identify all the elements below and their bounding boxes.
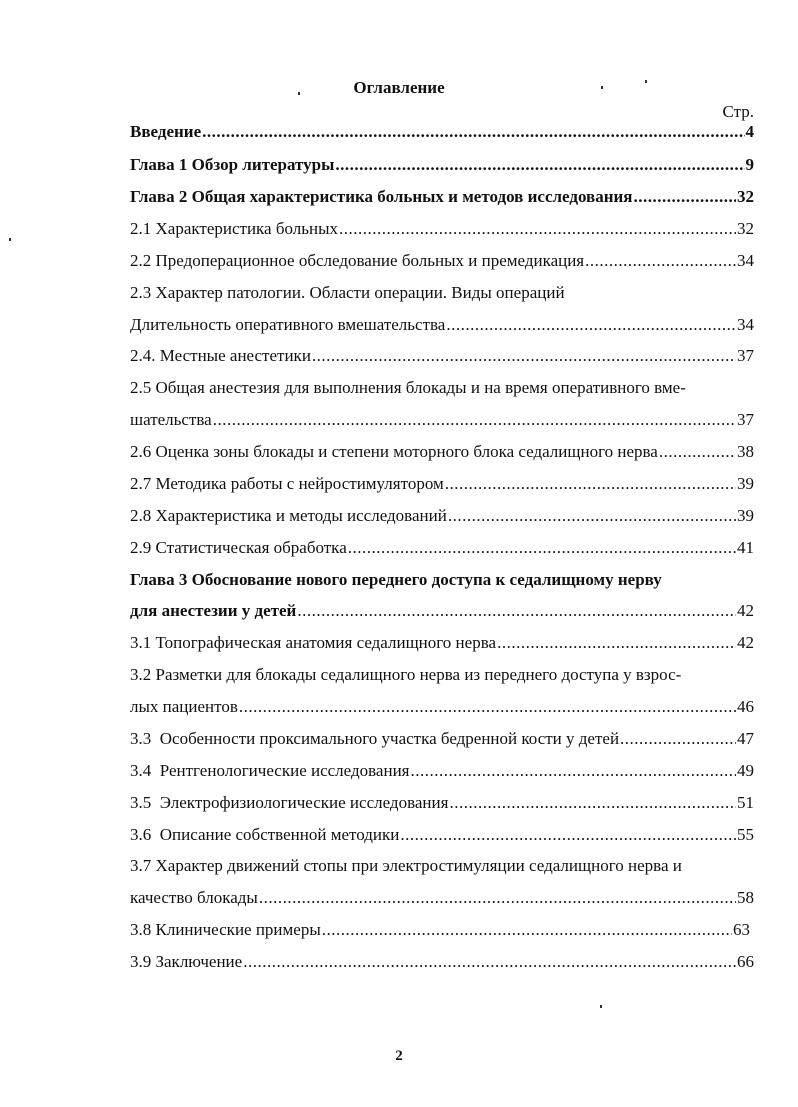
toc-entry-page: 39 bbox=[737, 506, 754, 525]
scan-speck bbox=[600, 1005, 602, 1008]
toc-entry bbox=[130, 346, 754, 366]
dot-leader bbox=[335, 155, 744, 175]
toc-entry-text: 2.7 Методика работы с нейростимулятором bbox=[130, 474, 444, 493]
toc-entry-page: 47 bbox=[737, 729, 754, 748]
toc-entry bbox=[130, 538, 754, 558]
toc-entry-page: 38 bbox=[737, 442, 754, 461]
toc-entry-page: 39 bbox=[737, 474, 754, 493]
toc-entry-page: 34 bbox=[737, 315, 754, 334]
toc-entry-text: 3.3 Особенности проксимального участка бедренной кости у детей bbox=[130, 729, 620, 748]
toc-entry bbox=[130, 633, 754, 653]
footer-page-number: 2 bbox=[395, 1048, 403, 1064]
dot-leader bbox=[243, 952, 736, 972]
toc-entry-text: Введение bbox=[130, 122, 202, 141]
toc-entry-text: Глава 2 Общая характеристика больных и методов исследования bbox=[130, 187, 633, 206]
dot-leader bbox=[497, 633, 736, 653]
toc-entry-text: Глава 1 Обзор литературы bbox=[130, 155, 335, 174]
dot-leader bbox=[400, 825, 736, 845]
toc-entry-page: 41 bbox=[737, 538, 754, 557]
toc-entry-continued: 2.3 Характер патологии. Области операции. Виды операций bbox=[130, 283, 565, 302]
toc-entry-text: Длительность оперативного вмешательства bbox=[130, 315, 446, 334]
dot-leader bbox=[322, 920, 732, 940]
toc-entry bbox=[130, 601, 754, 621]
toc-entry bbox=[130, 219, 754, 239]
toc-entry bbox=[130, 761, 754, 781]
toc-entry-text: 3.6 Описание собственной методики bbox=[130, 825, 400, 844]
dot-leader bbox=[202, 122, 744, 142]
toc-entry bbox=[130, 442, 754, 462]
toc-entry-page: 32 bbox=[737, 187, 754, 206]
dot-leader bbox=[339, 219, 736, 239]
toc-entry-page: 46 bbox=[737, 697, 754, 716]
scan-speck bbox=[645, 80, 647, 83]
toc-entry-text: качество блокады bbox=[130, 888, 258, 907]
toc-entry-text: для анестезии у детей bbox=[130, 601, 297, 620]
toc-entry-text: 2.4. Местные анестетики bbox=[130, 346, 311, 365]
toc-entry-page: 49 bbox=[737, 761, 754, 780]
dot-leader bbox=[239, 697, 736, 717]
toc-entry-page: 58 bbox=[737, 888, 754, 907]
dot-leader bbox=[411, 761, 737, 781]
toc-entry-page: 9 bbox=[745, 155, 754, 174]
toc-entry-text: 2.2 Предоперационное обследование больных и премедикация bbox=[130, 251, 585, 270]
toc-entry-page: 63 bbox=[733, 920, 750, 939]
toc-entry bbox=[130, 251, 754, 271]
toc-entry-text: 3.9 Заключение bbox=[130, 952, 243, 971]
toc-entry-text: 3.8 Клинические примеры bbox=[130, 920, 321, 939]
toc-entry bbox=[130, 474, 754, 494]
toc-entry bbox=[130, 410, 754, 430]
toc-entry-continued: Глава 3 Обоснование нового переднего доступа к седалищному нерву bbox=[130, 570, 662, 589]
toc-entry-page: 42 bbox=[737, 633, 754, 652]
dot-leader bbox=[634, 187, 737, 207]
toc-entry-page: 37 bbox=[737, 346, 754, 365]
scan-speck bbox=[9, 238, 11, 241]
toc-entry-text: 2.1 Характеристика больных bbox=[130, 219, 339, 238]
toc-entry-page: 51 bbox=[737, 793, 754, 812]
toc-entry-page: 4 bbox=[745, 122, 754, 141]
toc-entry bbox=[130, 506, 754, 526]
toc-entry-text: 2.6 Оценка зоны блокады и степени моторного блока седалищного нерва bbox=[130, 442, 658, 461]
toc-entry bbox=[130, 888, 754, 908]
toc-entry-text: 3.4 Рентгенологические исследования bbox=[130, 761, 410, 780]
toc-entry bbox=[130, 697, 754, 717]
toc-entry-page: 55 bbox=[737, 825, 754, 844]
toc-entry bbox=[130, 187, 754, 207]
toc-entry-text: 2.8 Характеристика и методы исследований bbox=[130, 506, 447, 525]
dot-leader bbox=[620, 729, 736, 749]
page-column-label: Стр. bbox=[722, 102, 754, 121]
toc-entry bbox=[130, 122, 754, 142]
toc-entry bbox=[130, 920, 750, 940]
toc-entry bbox=[130, 825, 754, 845]
dot-leader bbox=[585, 251, 736, 271]
toc-heading: Оглавление bbox=[353, 78, 445, 97]
toc-entry bbox=[130, 793, 754, 813]
scan-speck bbox=[298, 92, 300, 95]
dot-leader bbox=[213, 410, 736, 430]
scan-speck bbox=[601, 86, 603, 89]
toc-entry bbox=[130, 155, 754, 175]
toc-entry-page: 32 bbox=[737, 219, 754, 238]
dot-leader bbox=[449, 793, 736, 813]
toc-entry-text: 3.5 Электрофизиологические исследования bbox=[130, 793, 449, 812]
toc-entry-continued: 3.2 Разметки для блокады седалищного нерва из переднего доступа у взрос- bbox=[130, 665, 682, 684]
toc-entry-continued: 3.7 Характер движений стопы при электростимуляции седалищного нерва и bbox=[130, 856, 682, 875]
dot-leader bbox=[297, 601, 736, 621]
dot-leader bbox=[446, 315, 736, 335]
dot-leader bbox=[448, 506, 736, 526]
toc-entry-page: 42 bbox=[737, 601, 754, 620]
toc-entry-continued: 2.5 Общая анестезия для выполнения блокады и на время оперативного вме- bbox=[130, 378, 686, 397]
dot-leader bbox=[312, 346, 736, 366]
toc-entry-text: 2.9 Статистическая обработка bbox=[130, 538, 347, 557]
toc-entry-text: 3.1 Топографическая анатомия седалищного нерва bbox=[130, 633, 497, 652]
toc-entry-text: шательства bbox=[130, 410, 212, 429]
dot-leader bbox=[348, 538, 736, 558]
toc-entry-page: 34 bbox=[737, 251, 754, 270]
toc-entry-page: 66 bbox=[737, 952, 754, 971]
dot-leader bbox=[445, 474, 736, 494]
toc-entry bbox=[130, 729, 754, 749]
toc-entry-page: 37 bbox=[737, 410, 754, 429]
dot-leader bbox=[259, 888, 736, 908]
dot-leader bbox=[659, 442, 736, 462]
toc-entry bbox=[130, 315, 754, 335]
toc-entry-text: лых пациентов bbox=[130, 697, 238, 716]
toc-entry bbox=[130, 952, 754, 972]
